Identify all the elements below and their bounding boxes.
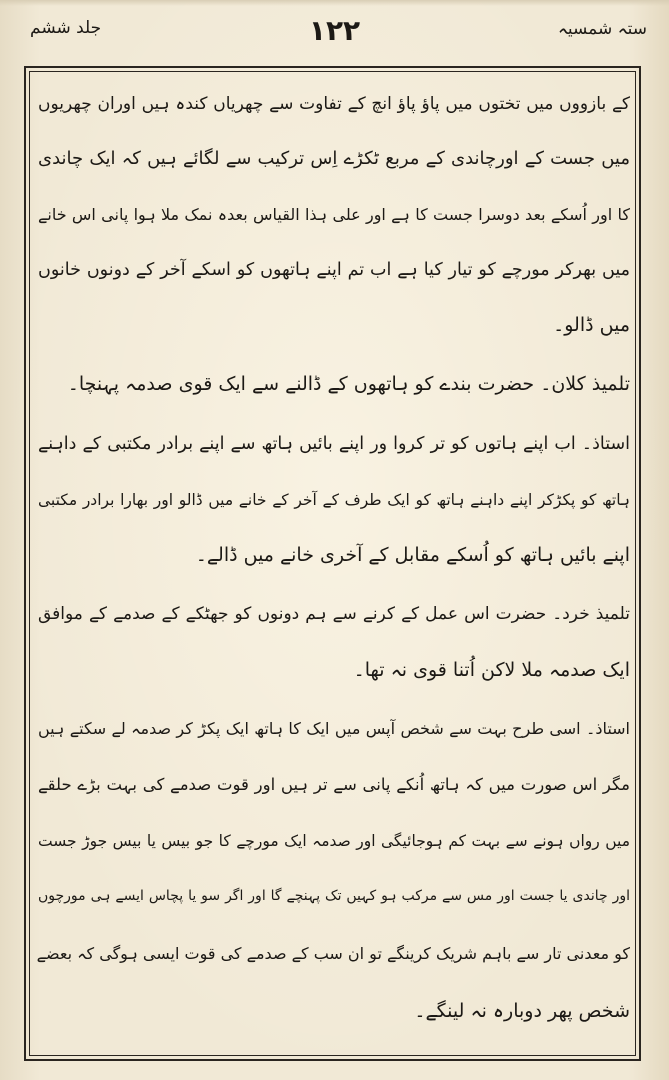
text-line: کے بازووں میں تختوں میں پاؤ پاؤ انچ کے تفاوت سے چھریاں کندہ ہیں اوران چھریوں [38, 94, 630, 114]
text-line: استاذ۔ اسی طرح بہت سے شخص آپس میں ایک کا ہاتھ ایک پکڑ کر صدمہ لے سکتے ہیں [38, 719, 630, 738]
text-line: اپنے بائیں ہاتھ کو اُسکے مقابل کے آخری خانے میں ڈالے۔ [195, 544, 630, 566]
text-line: میں بھرکر مورچے کو تیار کیا ہے اب تم اپنے ہاتھوں کو اسکے آخر کے دونوں خانوں [38, 260, 630, 280]
text-line: میں ڈالو۔ [553, 314, 630, 336]
text-line: استاذ۔ اب اپنے ہاتوں کو تر کروا ور اپنے بائیں ہاتھ سے اپنے برادر مکتبی کے داہنے [38, 434, 630, 454]
text-line: شخص پھر دوبارہ نہ لینگے۔ [414, 1000, 630, 1022]
header-book-title: ستہ شمسیہ [557, 19, 647, 39]
text-line: میں جست کے اورچاندی کے مربع ٹکڑے اِس ترکیب سے لگائے ہیں کہ ایک چاندی [38, 148, 630, 169]
page-body [34, 82, 634, 1042]
text-line: ایک صدمہ ملا لاکن اُتنا قوی نہ تھا۔ [353, 659, 630, 681]
text-line: ہاتھ کو پکڑکر اپنے داہنے ہاتھ کو ایک طرف کے آخر کے خانے میں ڈالو اور بھارا برادر مکتبی [38, 491, 630, 509]
page-top-edge [0, 0, 669, 6]
text-line: مگر اس صورت میں کہ ہاتھ اُنکے پانی سے تر ہیں اور قوت صدمے کی بہت بڑے حلقے [38, 775, 630, 794]
text-line: کو معدنی تار سے باہم شریک کرینگے تو ان سب کے صدمے کی قوت ایسی ہوگی کہ بعضے [36, 944, 630, 963]
text-line: میں رواں ہونے سے بہت کم ہوجائیگی اور صدمہ ایک مورچے کا جو بیس یا بیس جوڑ جست [38, 832, 630, 850]
page-header [0, 14, 669, 58]
text-line: کا اور اُسکے بعد دوسرا جست کا ہے اور علی ہذا القیاس بعدہ نمک ملا ہوا پانی اس خانے [38, 205, 630, 224]
text-line: اور چاندی یا جست اور مس سے مرکب ہو کہیں تک پہنچے گا اور اگر سو یا پچاس ایسے ہی مورچوں [38, 888, 630, 904]
page-number: ۱۲۲ [308, 14, 361, 47]
text-line: تلمیذ خرد۔ حضرت اس عمل کے کرنے سے ہم دونوں کو جھٹکے کے صدمے کے موافق [38, 604, 630, 624]
header-volume-label: جلد ششم [30, 18, 102, 38]
text-line: تلمیذ کلان۔ حضرت بندے کو ہاتھوں کے ڈالنے سے ایک قوی صدمہ پہنچا۔ [67, 373, 630, 395]
